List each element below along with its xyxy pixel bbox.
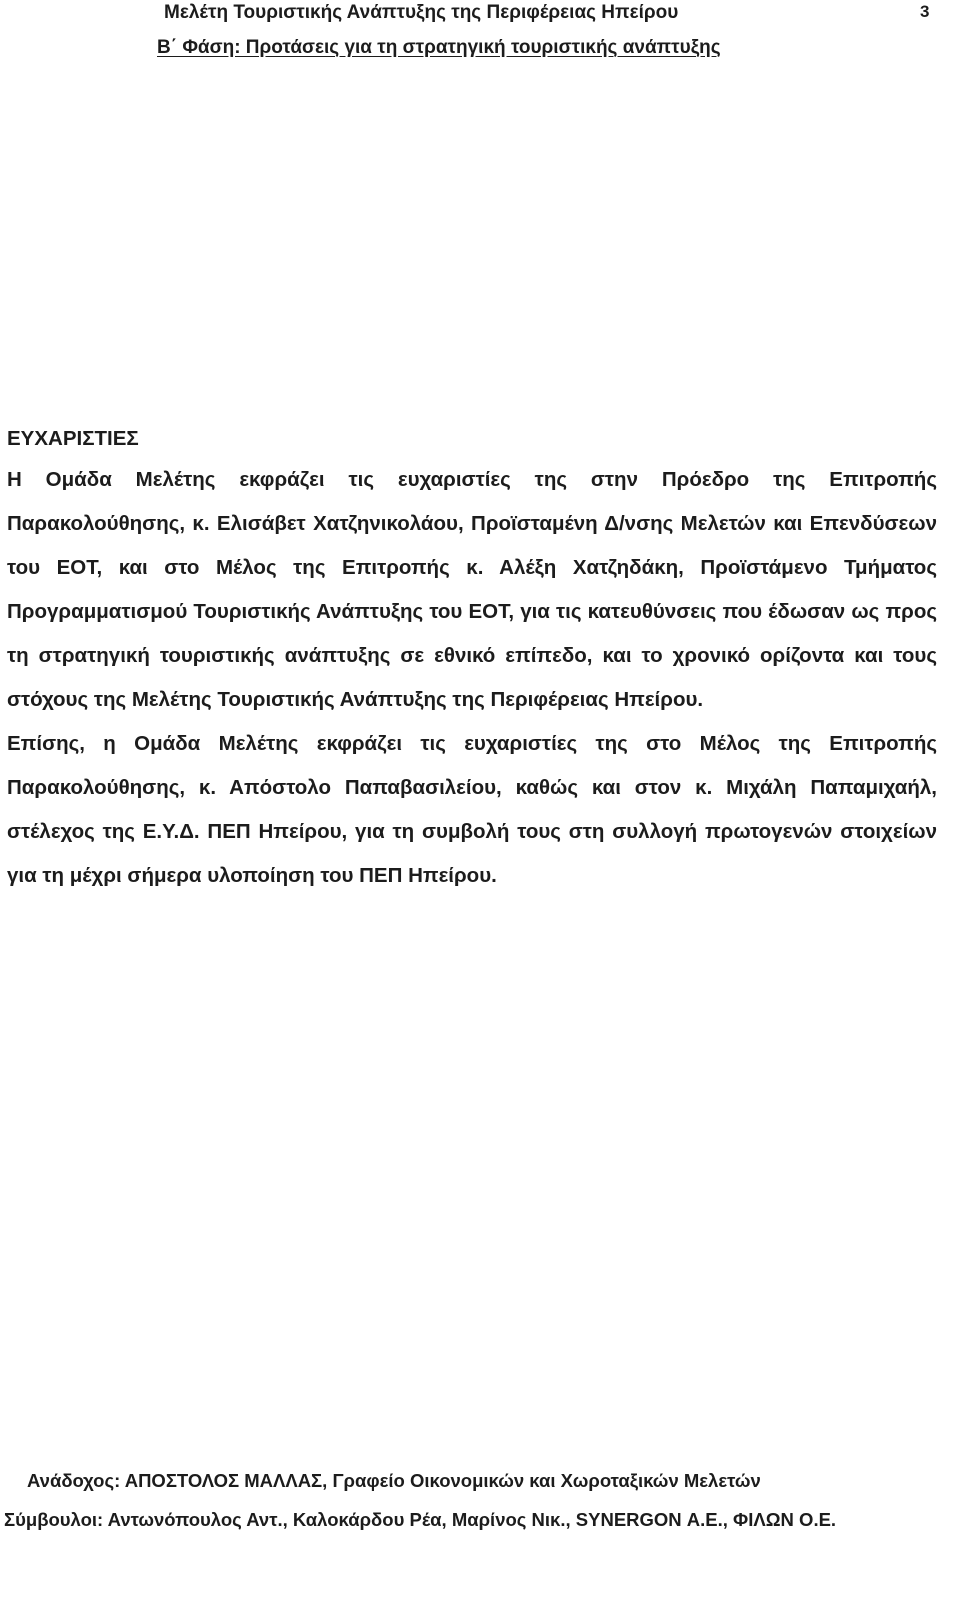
footer-consultants: Σύμβουλοι: Αντωνόπουλος Αντ., Καλοκάρδου Ρέα, Μαρίνος Νικ., SYNERGON Α.Ε., ΦΙΛΩΝ Ο.Ε. bbox=[4, 1509, 837, 1530]
footer-contractor: Ανάδοχος: ΑΠΟΣΤΟΛΟΣ ΜΑΛΛΑΣ, Γραφείο Οικονομικών και Χωροταξικών Μελετών bbox=[27, 1470, 761, 1491]
acknowledgements-section bbox=[7, 420, 937, 898]
page-number: 3 bbox=[920, 2, 930, 21]
acknowledgement-paragraph-1: Η Ομάδα Μελέτης εκφράζει τις ευχαριστίες της στην Πρόεδρο της Επιτροπής Παρακολούθησης, κ. Ελισάβετ Χατζηνικολάου, Προϊσταμένη Δ/νσης Μελετών και Επενδύσεων του ΕΟΤ, και στο Μέλος της Επιτροπής κ. Αλέξη Χατζηδάκη, Προϊστάμενο Τμήματος Προγραμματισμού Τουριστικής Ανάπτυξης του ΕΟΤ, για τις κατευθύνσεις που έδωσαν ως προς τη στρατηγική τουριστικής ανάπτυξης σε εθνικό επίπεδο, και το χρονικό ορίζοντα και τους στόχους της Μελέτης Τουριστικής Ανάπτυξης της Περιφέρειας Ηπείρου. bbox=[7, 468, 937, 711]
acknowledgement-paragraph-2: Επίσης, η Ομάδα Μελέτης εκφράζει τις ευχαριστίες της στο Μέλος της Επιτροπής Παρακολούθησης, κ. Απόστολο Παπαβασιλείου, καθώς και στον κ. Μιχάλη Παπαμιχαήλ, στέλεχος της Ε.Υ.Δ. ΠΕΠ Ηπείρου, για τη συμβολή τους στη συλλογή πρωτογενών στοιχείων για τη μέχρι σήμερα υλοποίηση του ΠΕΠ Ηπείρου. bbox=[7, 732, 937, 887]
section-heading: ΕΥΧΑΡΙΣΤΙΕΣ bbox=[7, 427, 139, 450]
document-subtitle: Β΄ Φάση: Προτάσεις για τη στρατηγική τουριστικής ανάπτυξης bbox=[157, 37, 721, 58]
document-title: Μελέτη Τουριστικής Ανάπτυξης της Περιφέρειας Ηπείρου bbox=[164, 2, 679, 23]
